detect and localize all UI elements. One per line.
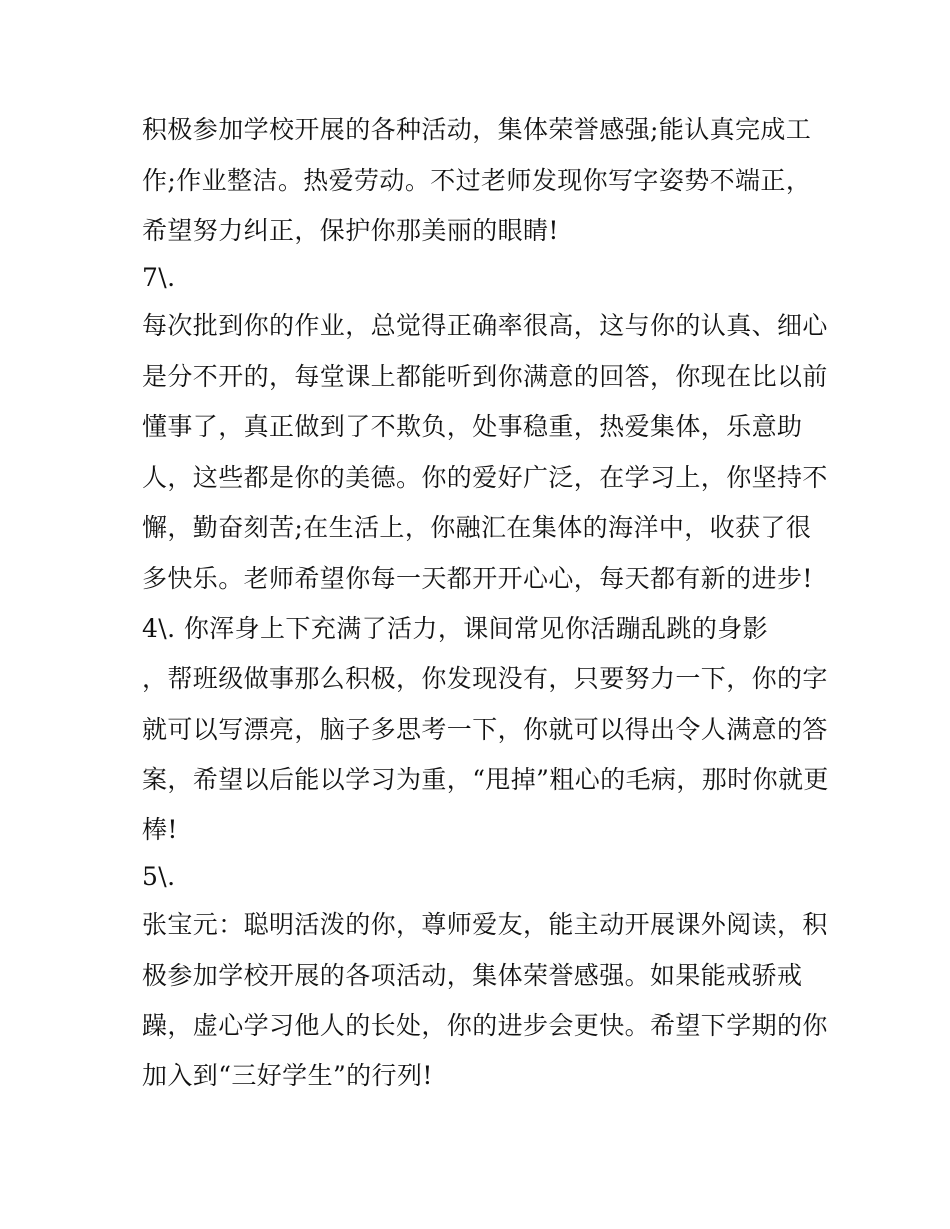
text-line: 极参加学校开展的各项活动，集体荣誉感强。如果能戒骄戒 bbox=[142, 961, 803, 990]
text-line: 希望努力纠正，保护你那美丽的眼睛! bbox=[142, 216, 559, 245]
text-line: 躁，虚心学习他人的长处，你的进步会更快。希望下学期的你 bbox=[142, 1011, 828, 1040]
text-line: 张宝元：聪明活泼的你，尊师爱友，能主动开展课外阅读，积 bbox=[142, 910, 828, 939]
text-line: 每次批到你的作业，总觉得正确率很高，这与你的认真、细心 bbox=[142, 311, 828, 340]
text-line: 加入到“三好学生”的行列! bbox=[142, 1061, 433, 1090]
text-line: 积极参加学校开展的各种活动，集体荣誉感强;能认真完成工 bbox=[142, 115, 812, 144]
text-line: 是分不开的，每堂课上都能听到你满意的回答，你现在比以前 bbox=[142, 362, 828, 391]
section-number-line: 4\. 你浑身上下充满了活力，课间常见你活蹦乱跳的身影 bbox=[142, 614, 769, 643]
section-number: 7\. bbox=[142, 263, 176, 292]
text-line: ，帮班级做事那么积极，你发现没有，只要努力一下，你的字 bbox=[142, 664, 828, 693]
text-line: 就可以写漂亮，脑子多思考一下，你就可以得出令人满意的答 bbox=[142, 715, 828, 744]
text-line: 懈，勤奋刻苦;在生活上，你融汇在集体的海洋中，收获了很 bbox=[142, 513, 812, 542]
text-line: 多快乐。老师希望你每一天都开开心心，每天都有新的进步! bbox=[142, 564, 813, 593]
text-line: 案，希望以后能以学习为重，“甩掉”粗心的毛病，那时你就更 bbox=[142, 765, 829, 794]
text-line: 懂事了，真正做到了不欺负，处事稳重，热爱集体，乐意助 bbox=[142, 412, 803, 441]
text-line: 棒! bbox=[142, 815, 178, 844]
text-line: 作;作业整洁。热爱劳动。不过老师发现你写字姿势不端正， bbox=[142, 166, 812, 195]
section-number: 5\. bbox=[142, 862, 176, 891]
text-line: 人，这些都是你的美德。你的爱好广泛，在学习上，你坚持不 bbox=[142, 463, 828, 492]
